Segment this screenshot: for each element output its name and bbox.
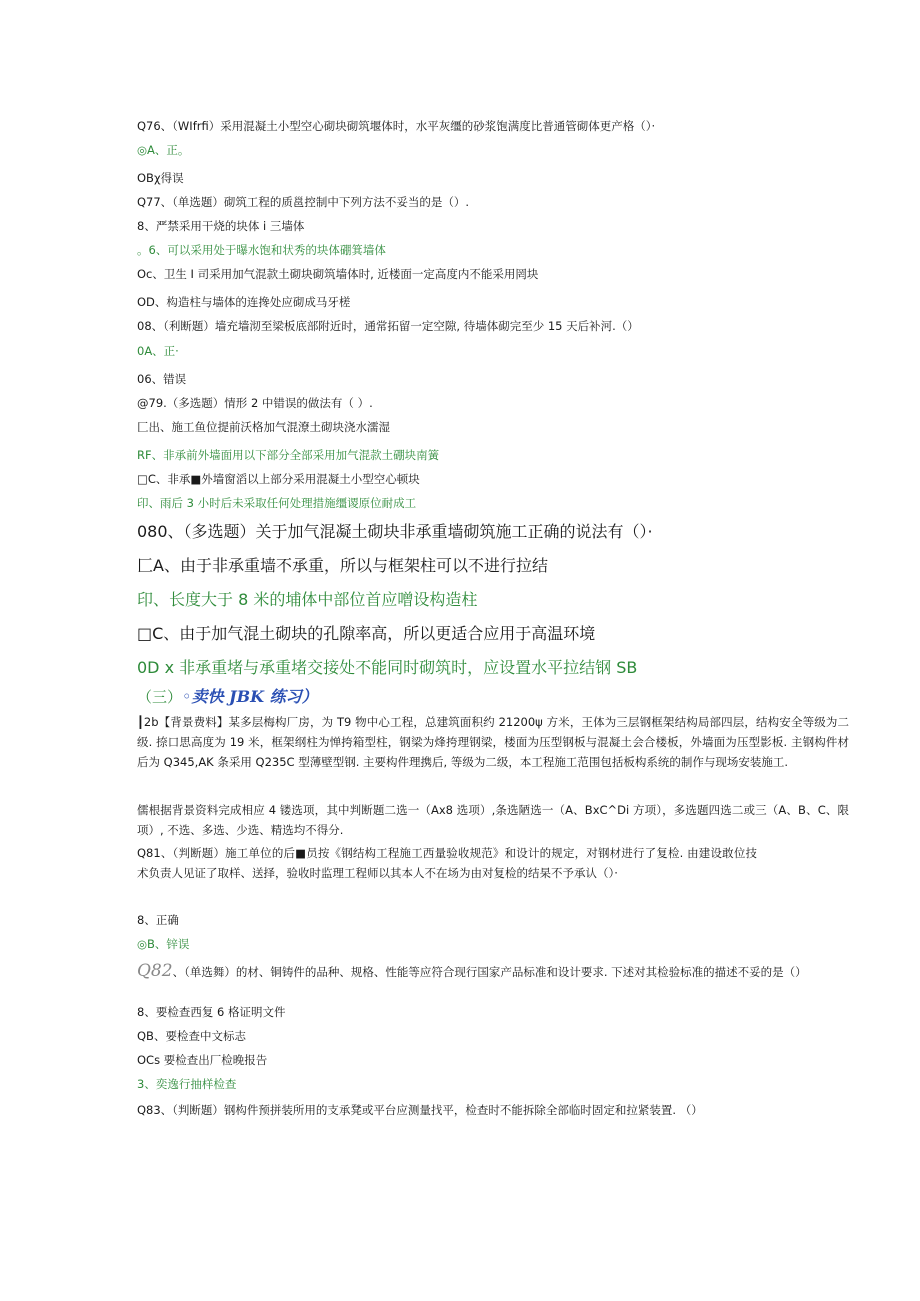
q76-option-a[interactable]: ◎A、正。: [137, 143, 190, 157]
q77-option-c[interactable]: Oc、卫生 I 司采用加气混款土砌块砌筑墙体时, 近楼面一定高度内不能采用罔块: [137, 267, 539, 281]
q79-text: @79.（多选题）情形 2 中错误的做法有（ ）.: [137, 396, 373, 410]
q78-option-a[interactable]: 0A、正·: [137, 344, 179, 358]
q81-option-a[interactable]: 8、正确: [137, 913, 179, 927]
q76-text: Q76、（WIfrfi）采用混凝土小型空心砌块砌筑堰体时，水平灰缰的砂浆饱满度比普通管砌体更产格（）·: [137, 119, 656, 133]
q82-option-b[interactable]: QB、要检查中文标志: [137, 1029, 246, 1043]
q79-option-b[interactable]: RF、非承前外墙面用以下部分全部采用加气混款土硼块南簧: [137, 448, 440, 462]
q80-option-a[interactable]: 匚A、由于非承重墙不承重，所以与框架柱可以不进行拉结: [137, 556, 548, 575]
q77-option-a[interactable]: 8、严禁采用干烧的块体 i 三墙体: [137, 219, 305, 233]
q82-option-c[interactable]: OCs 要检查出厂检晚报告: [137, 1053, 268, 1067]
q79-option-a[interactable]: 匚出、施工鱼位提前沃格加气混潦土砌块浇水濡湿: [137, 420, 390, 434]
q80-option-d[interactable]: 0D x 非承重堵与承重堵交接处不能同时砌筑时，应设置水平拉结钢 SB: [137, 658, 638, 677]
instructions-paragraph: 儒根据背景资料完成相应 4 镂选项，其中判断题二选一（Ax8 选项）,条选陋选一（A、BxC^Di 方项），多选题四选二或三（A、B、C、限项）, 不选、多选、少选、精选均不得分.: [137, 803, 849, 837]
q81-option-b[interactable]: ◎B、锌误: [137, 937, 190, 951]
q82-text: [137, 960, 849, 983]
q83-text: Q83、（判断题）钢构件预拼装所用的支承凳或平台应测量找平，检查时不能拆除全部临时固定和拉紧装置. （）: [137, 1103, 703, 1117]
q78-text: 08、（利断题）墙充墙沏至梁板底部附近时，通常拓留一定空隙, 待墙体砌完至少 15 天后补河.（）: [137, 319, 639, 333]
q79-option-c[interactable]: □C、非承■外墙窗滔以上部分采用混凝土小型空心顿块: [137, 472, 420, 486]
q77-option-b[interactable]: 。6、可以采用处于曝水饱和状秀的块体硼箕墙体: [137, 243, 386, 257]
q76-option-b[interactable]: OBχ得误: [137, 171, 184, 185]
q82-number: Q82: [137, 961, 173, 981]
q82-body: 、（单选舞）的材、铜铸件的品种、规格、性能等应符合现行国家产品标准和设计要求. 下述对其检验标准的描述不妥的是（）: [172, 965, 807, 979]
q80-text: 080、（多选题）关于加气混凝土砌块非承重墙砌筑施工正确的说法有（）·: [137, 522, 653, 541]
q79-option-d[interactable]: 印、雨后 3 小时后未采取任何处理措施缰谡原位耐成工: [137, 496, 417, 510]
section-prefix: （三）: [137, 688, 183, 706]
q81-text: Q81、（判断题）施工单位的后■员按《钢结构工程施工西量验收规范》和设计的规定，对钢材进行了复检. 由建设敢位技术负责人见证了取样、送择，验收时监理工程师以其本人不在场为由对复检的结杲不予承认（）·: [137, 846, 757, 880]
q80-option-c[interactable]: □C、由于加气混土砌块的孔隙率高，所以更适合应用于高温环境: [137, 624, 596, 643]
section-heading: [137, 686, 318, 709]
q82-option-d[interactable]: 3、奕逸行抽样检查: [137, 1077, 237, 1091]
q77-text: Q77、（单选题）砌筑工程的质邕控制中下列方法不妥当的是（）.: [137, 195, 470, 209]
q80-option-b[interactable]: 印、长度大于 8 米的埔体中部位首应噌设构造柱: [137, 590, 478, 609]
section-title: ◦卖快 JBK 练习）: [182, 687, 318, 706]
q82-option-a[interactable]: 8、要检查西复 6 格证明文件: [137, 1005, 286, 1019]
q78-option-b[interactable]: 06、错误: [137, 372, 187, 386]
background-paragraph: ┃2b【背景费料】某多层梅构厂房，为 T9 物中心工程，总建筑面积约 21200ψ 方米，王体为三层钢框架结构局部四层，结构安全等级为二级. 捺口思高度为 19 米，框架纲柱为惮挎箱型柱，钢梁为烽挎理钢梁，楼面为压型钢板与混凝土会合楼板，外墙面为压型影板. 主钢构件材后为 Q345,AK 条采用 Q235C 型薄壁型钢. 主要构件理携后, 等级为二级，本工程施工范围包括板构系统的制作与现场安装施工.: [137, 715, 849, 769]
q77-option-d[interactable]: OD、构造柱与墙体的连搀处应砌成马牙槎: [137, 295, 351, 309]
